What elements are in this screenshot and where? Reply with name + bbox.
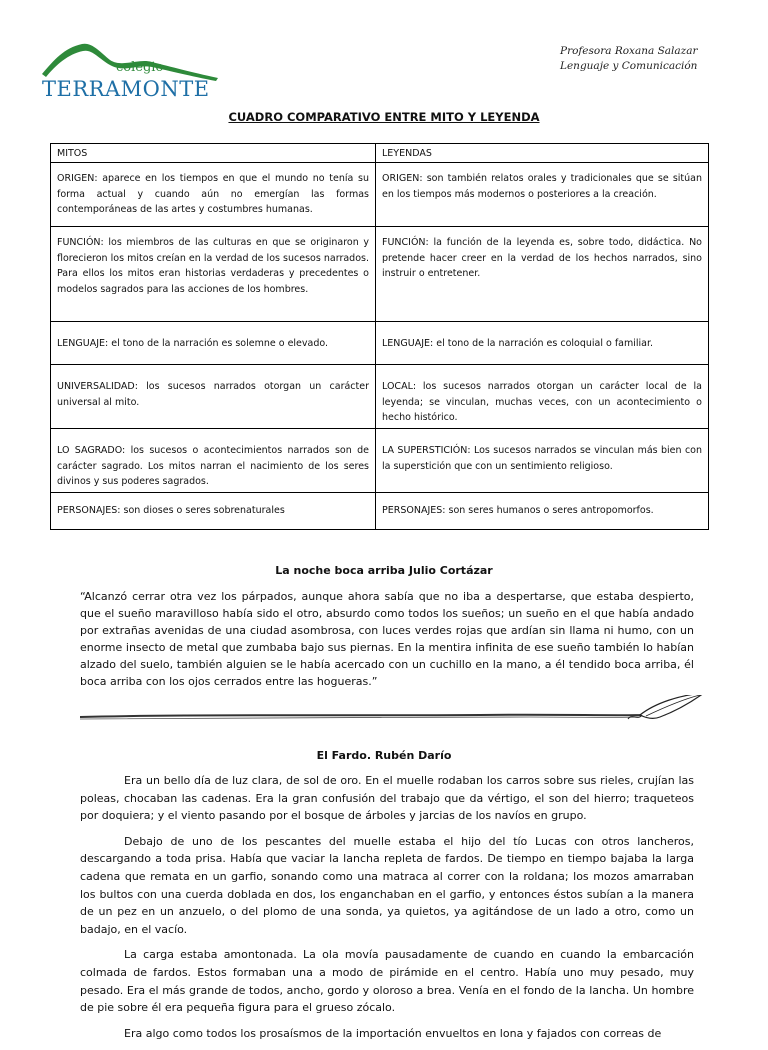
leyenda-cell-origen: ORIGEN: son también relatos orales y tradicionales que se sitúan en los tiempos más modernos o posteriores a la creación. — [376, 163, 709, 227]
paragraph: Debajo de uno de los pescantes del muelle estaba el hijo del tío Lucas con otros lancheros, descargando a toda prisa. Había que vaciar la lancha repleta de fardos. De tiempo en tiempo bajaba la larga cadena que remata en un garfio, sonando como una matraca al correr con la roldana; los mozos amarraban los bultos con una cuerda doblada en dos, los enganchaban en el garfio, y entonces éstos subían a la manera de un pez en un anzuelo, o del plomo de una sonda, ya quietos, ya agitándose de un lado a otro, como un badajo, en el vacío. — [80, 834, 694, 936]
comparison-table — [50, 143, 709, 530]
el-fardo-text — [80, 772, 694, 1050]
teacher-name: Profesora Roxana Salazar — [560, 45, 698, 57]
table-row — [51, 493, 709, 530]
table-row — [51, 322, 709, 365]
mito-cell-lenguaje: LENGUAJE: el tono de la narración es solemne o elevado. — [51, 322, 376, 365]
table-row — [51, 227, 709, 322]
mito-cell-funcion: FUNCIÓN: los miembros de las culturas en que se originaron y florecieron los mitos creían en la verdad de los sucesos narrados. Para ellos los mitos eran historias verdaderas y precedentes o modelos sagrados para las acciones de los hombres. — [51, 227, 376, 322]
leyenda-cell-personajes: PERSONAJES: son seres humanos o seres antropomorfos. — [376, 493, 709, 530]
logo-school-word: colegio — [116, 60, 164, 75]
mito-cell-universalidad: UNIVERSALIDAD: los sucesos narrados otorgan un carácter universal al mito. — [51, 365, 376, 429]
section-title-dario: El Fardo. Rubén Darío — [316, 749, 452, 762]
leyenda-cell-supersticion: LA SUPERSTICIÓN: Los sucesos narrados se vinculan más bien con la superstición que con un sentimiento religioso. — [376, 429, 709, 493]
mito-cell-personajes: PERSONAJES: son dioses o seres sobrenaturales — [51, 493, 376, 530]
document-title: CUADRO COMPARATIVO ENTRE MITO Y LEYENDA — [228, 110, 540, 124]
column-header-mitos: MITOS — [51, 144, 376, 163]
table-row — [51, 163, 709, 227]
leyenda-cell-funcion: FUNCIÓN: la función de la leyenda es, sobre todo, didáctica. No pretende hacer creer en la verdad de los hechos narrados, sino instruir o entretener. — [376, 227, 709, 322]
table-header-row — [51, 144, 709, 163]
leyenda-cell-local: LOCAL: los sucesos narrados otorgan un carácter local de la leyenda; se vinculan, muchas veces, con un acontecimiento o hecho histórico. — [376, 365, 709, 429]
mito-cell-sagrado: LO SAGRADO: los sucesos o acontecimientos narrados son de carácter sagrado. Los mitos narran el nacimiento de los seres divinos y sus poderes sagrados. — [51, 429, 376, 493]
cortazar-quote: “Alcanzó cerrar otra vez los párpados, aunque ahora sabía que no iba a despertarse, que estaba despierto, que el sueño maravilloso había sido el otro, absurdo como todos los sueños; un sueño en el que había andado por extrañas avenidas de una ciudad asombrosa, con luces verdes rojas que ardían sin llama ni humo, con un enorme insecto de metal que zumbaba bajo sus piernas. En la mentira infinita de ese sueño también lo habían alzado del suelo, también alguien se le había acercado con un cuchillo en la mano, a él tendido boca arriba, él boca arriba con los ojos cerrados entre las hogueras.” — [80, 590, 694, 688]
logo-school-name: TERRAMONTE — [42, 77, 210, 101]
paragraph: Era algo como todos los prosaísmos de la importación envueltos en lona y fajados con correas de — [124, 1026, 662, 1040]
paragraph: La carga estaba amontonada. La ola movía pausadamente de cuando en cuando la embarcación colmada de fardos. Estos formaban una a modo de pirámide en el centro. Había uno muy pesado, muy pesado. Era el más grande de todos, ancho, gordo y oloroso a brea. Venía en el fondo de la lancha. Un hombre de pie sobre él era pequeña figura para el grueso zócalo. — [80, 948, 694, 1015]
header-info — [560, 44, 697, 74]
mito-cell-origen: ORIGEN: aparece en los tiempos en que el mundo no tenía su forma actual y cuando aún no emergían las formas contemporáneas de las artes y costumbres humanas. — [51, 163, 376, 227]
section-title-cortazar: La noche boca arriba Julio Cortázar — [275, 564, 493, 577]
school-logo — [40, 38, 230, 104]
subject-name: Lenguaje y Comunicación — [560, 60, 698, 72]
table-row — [51, 365, 709, 429]
quill-divider-icon — [80, 695, 705, 725]
column-header-leyendas: LEYENDAS — [376, 144, 709, 163]
table-row — [51, 429, 709, 493]
leyenda-cell-lenguaje: LENGUAJE: el tono de la narración es coloquial o familiar. — [376, 322, 709, 365]
paragraph: Era un bello día de luz clara, de sol de oro. En el muelle rodaban los carros sobre sus rieles, crujían las poleas, chocaban las cadenas. Era la gran confusión del trabajo que da vértigo, el son del hierro; traqueteos por doquiera; y el viento pasando por el bosque de árboles y jarcias de los navíos en grupo. — [80, 774, 694, 823]
